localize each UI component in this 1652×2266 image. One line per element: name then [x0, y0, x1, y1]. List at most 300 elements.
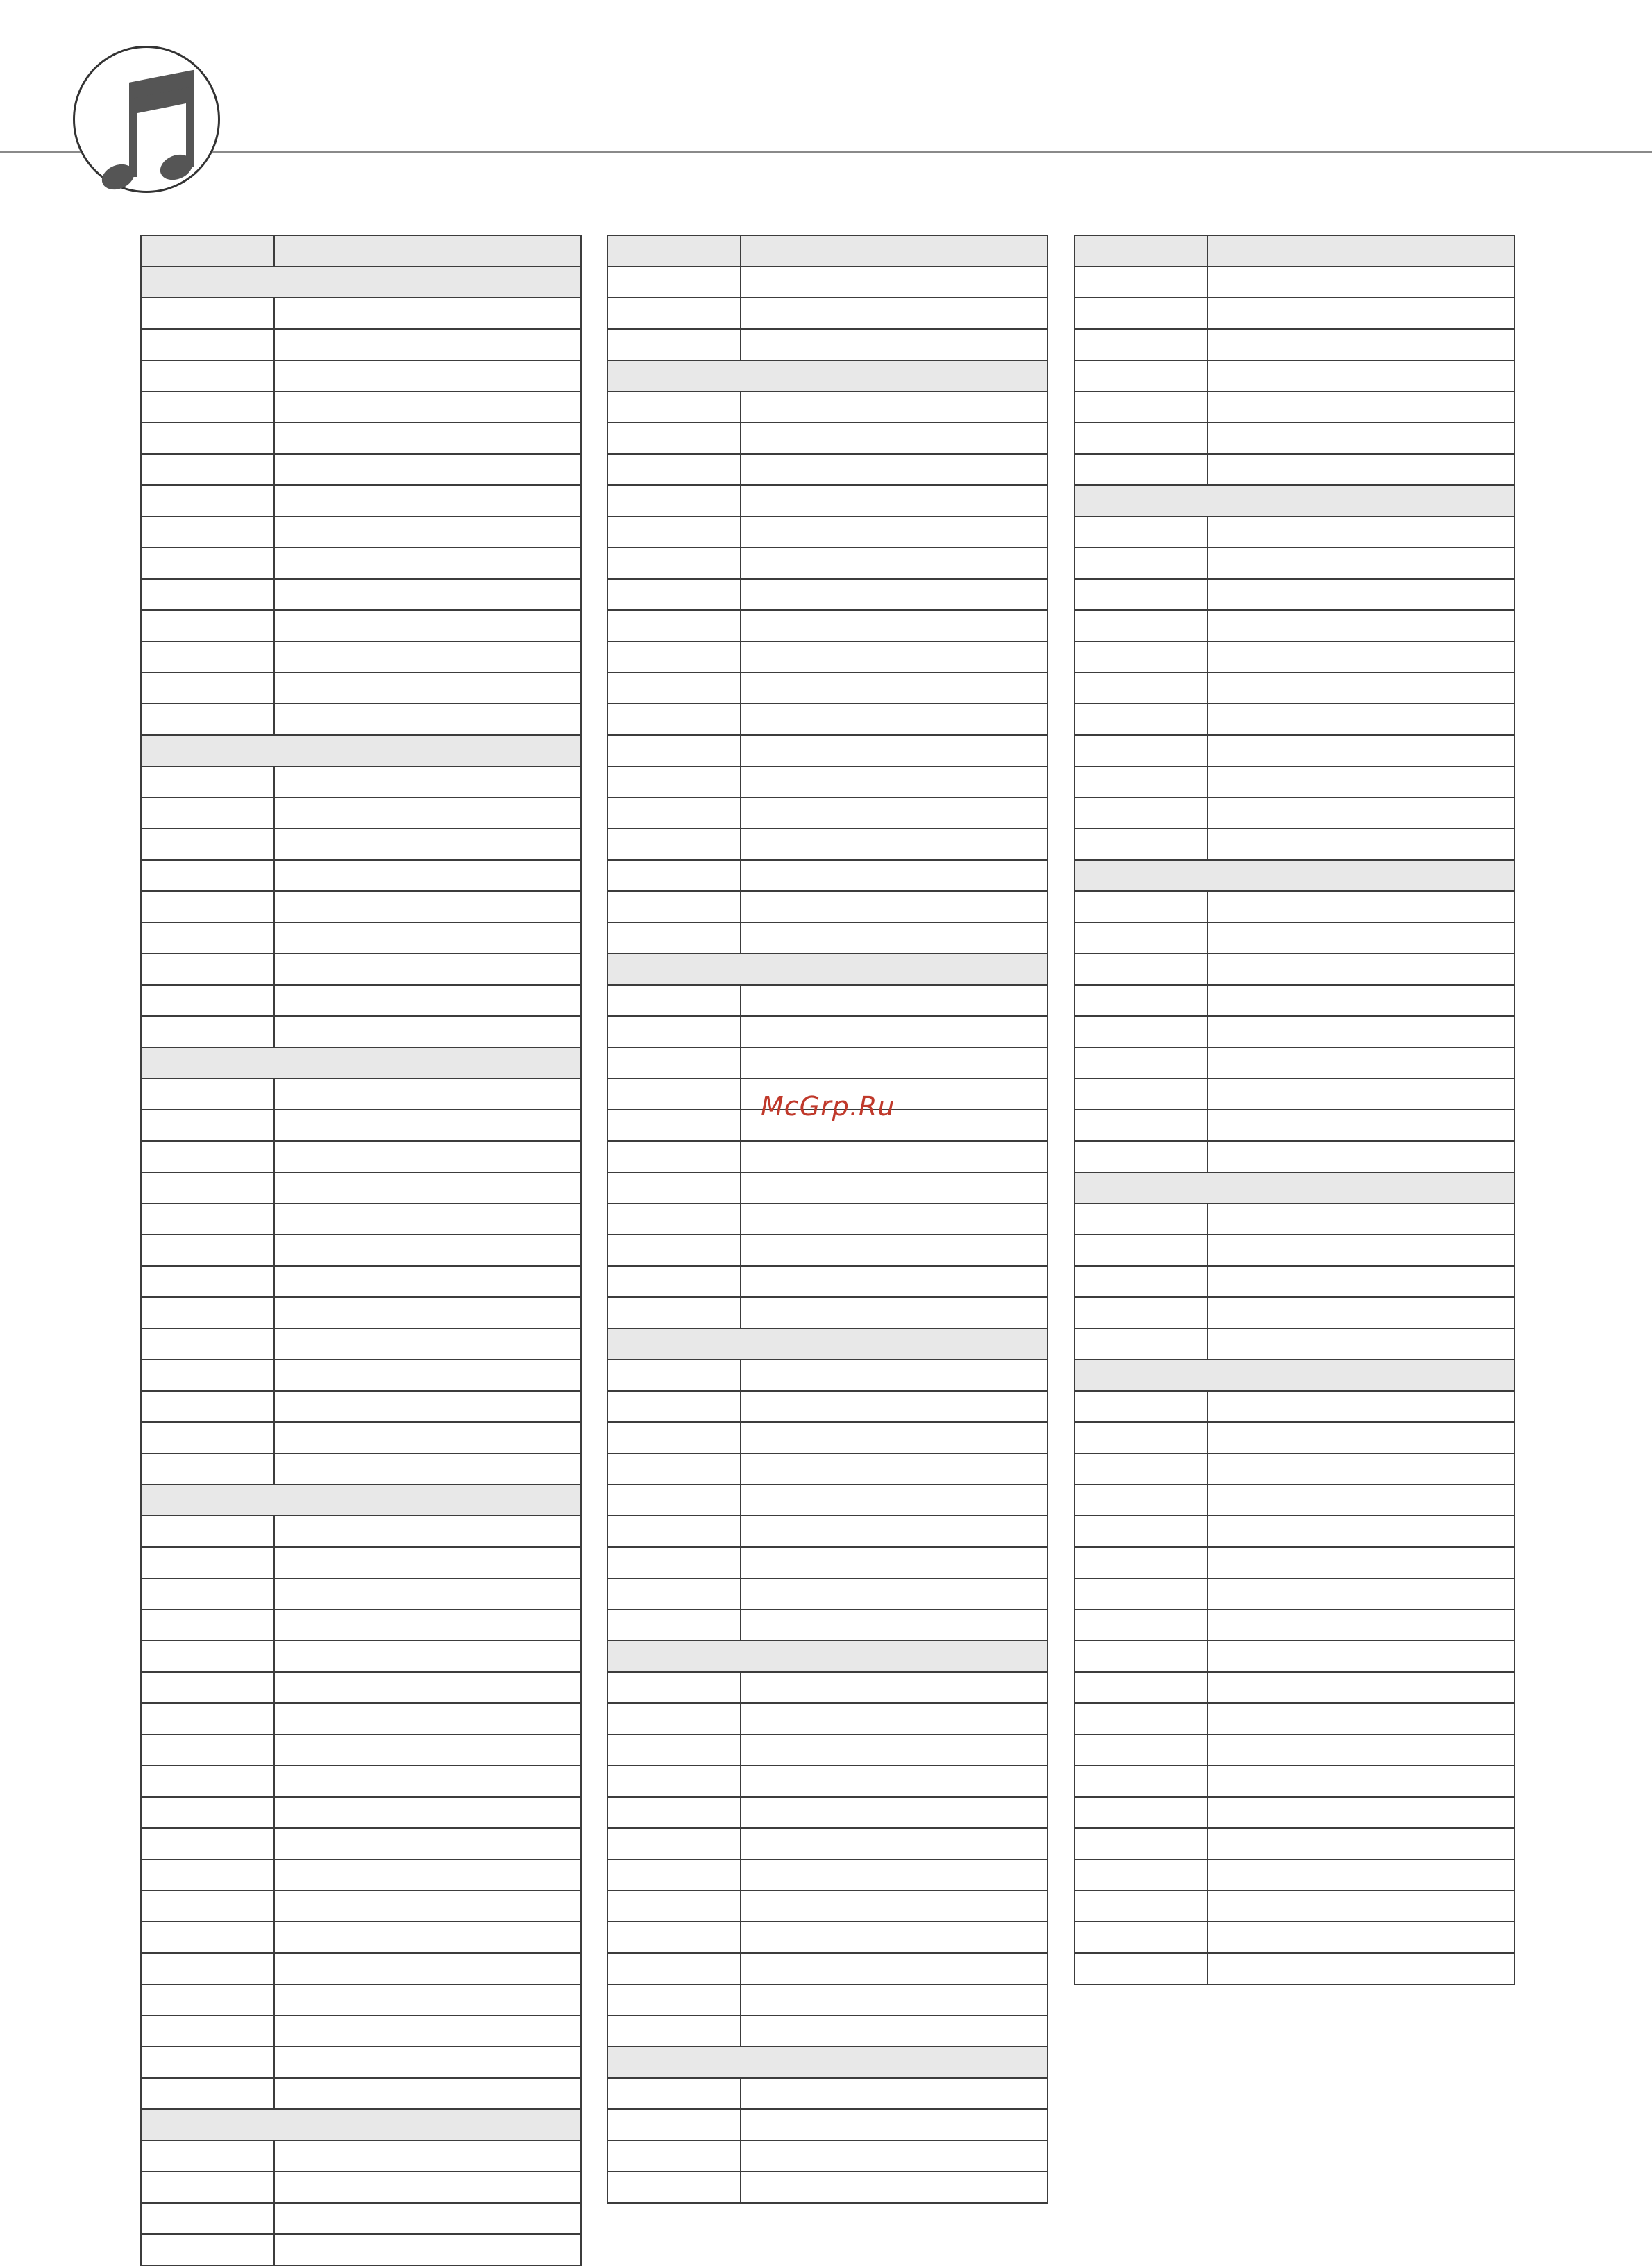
table-row	[1074, 954, 1515, 985]
cell-number	[141, 673, 274, 704]
cell-name	[741, 1016, 1047, 1047]
cell-name	[274, 1703, 581, 1734]
table-row	[141, 329, 581, 360]
cell-name	[741, 516, 1047, 548]
cell-name	[741, 1922, 1047, 1953]
cell-name	[274, 1297, 581, 1328]
cell-number	[607, 922, 741, 954]
cell-name	[274, 1016, 581, 1047]
section-header-cell	[607, 954, 1047, 985]
cell-number	[607, 2078, 741, 2109]
cell-name	[1208, 1391, 1515, 1422]
cell-name	[1208, 797, 1515, 829]
table-row	[141, 454, 581, 485]
cell-name	[741, 1609, 1047, 1641]
music-note-logo	[73, 46, 220, 193]
cell-number	[1074, 1079, 1208, 1110]
table-row	[141, 1235, 581, 1266]
table-row	[1074, 1079, 1515, 1110]
table-row	[607, 2140, 1047, 2172]
cell-name	[1208, 1859, 1515, 1891]
cell-name	[1208, 548, 1515, 579]
table-row	[141, 1203, 581, 1235]
cell-number	[141, 1391, 274, 1422]
cell-name	[274, 1453, 581, 1485]
cell-number	[607, 673, 741, 704]
cell-name	[1208, 1891, 1515, 1922]
cell-number	[141, 1235, 274, 1266]
cell-number	[607, 1297, 741, 1328]
cell-name	[274, 673, 581, 704]
cell-number	[1074, 423, 1208, 454]
cell-number	[141, 1672, 274, 1703]
cell-number	[1074, 922, 1208, 954]
section-header-row	[141, 267, 581, 298]
table-row	[1074, 1110, 1515, 1141]
table-row	[141, 548, 581, 579]
cell-name	[274, 1672, 581, 1703]
table-row	[607, 610, 1047, 641]
cell-number	[607, 766, 741, 797]
cell-number	[1074, 516, 1208, 548]
table-row	[607, 1922, 1047, 1953]
cell-name	[1208, 1609, 1515, 1641]
cell-name	[741, 1984, 1047, 2015]
cell-number	[1074, 1391, 1208, 1422]
cell-number	[141, 1703, 274, 1734]
cell-number	[141, 2172, 274, 2203]
table-row	[607, 704, 1047, 735]
section-header-row	[141, 1047, 581, 1079]
table-row	[607, 454, 1047, 485]
cell-number	[607, 391, 741, 423]
cell-number	[607, 610, 741, 641]
cell-name	[1208, 1141, 1515, 1172]
cell-number	[607, 641, 741, 673]
table-row	[141, 1079, 581, 1110]
table-row	[141, 298, 581, 329]
table-row	[1074, 298, 1515, 329]
table-row	[141, 2015, 581, 2047]
cell-name	[741, 1360, 1047, 1391]
section-header-cell	[141, 735, 581, 766]
section-header-cell	[607, 2047, 1047, 2078]
cell-name	[1208, 516, 1515, 548]
cell-name	[274, 1422, 581, 1453]
cell-number	[1074, 360, 1208, 391]
cell-number	[1074, 891, 1208, 922]
cell-name	[274, 1328, 581, 1360]
table-row	[607, 641, 1047, 673]
cell-number	[607, 1516, 741, 1547]
cell-name	[741, 891, 1047, 922]
table-row	[141, 1016, 581, 1047]
table-row	[607, 1766, 1047, 1797]
cell-number	[607, 1266, 741, 1297]
cell-number	[141, 2047, 274, 2078]
cell-number	[141, 1609, 274, 1641]
cell-number	[141, 298, 274, 329]
cell-name	[1208, 391, 1515, 423]
cell-number	[607, 1703, 741, 1734]
cell-number	[141, 579, 274, 610]
cell-number	[607, 1203, 741, 1235]
header-cell-name	[1208, 235, 1515, 267]
cell-name	[741, 1172, 1047, 1203]
header-cell-name	[274, 235, 581, 267]
cell-name	[741, 1203, 1047, 1235]
table-row	[141, 485, 581, 516]
cell-name	[741, 1672, 1047, 1703]
table-row	[141, 829, 581, 860]
table-row	[607, 1422, 1047, 1453]
cell-number	[607, 860, 741, 891]
table-row	[1074, 1578, 1515, 1609]
cell-number	[1074, 1797, 1208, 1828]
cell-number	[1074, 298, 1208, 329]
cell-number	[1074, 1766, 1208, 1797]
table-row	[607, 1797, 1047, 1828]
cell-name	[741, 1828, 1047, 1859]
cell-name	[741, 860, 1047, 891]
cell-name	[274, 360, 581, 391]
cell-name	[741, 423, 1047, 454]
cell-name	[1208, 1828, 1515, 1859]
table-row	[1074, 1016, 1515, 1047]
cell-number	[1074, 391, 1208, 423]
table-row	[141, 360, 581, 391]
table-row	[607, 1703, 1047, 1734]
table-row	[607, 2078, 1047, 2109]
cell-number	[1074, 985, 1208, 1016]
cell-name	[741, 1047, 1047, 1079]
cell-number	[141, 797, 274, 829]
table-row	[141, 391, 581, 423]
section-header-cell	[607, 1641, 1047, 1672]
cell-number	[1074, 1922, 1208, 1953]
section-header-cell	[1074, 1360, 1515, 1391]
table-row	[1074, 1235, 1515, 1266]
cell-name	[1208, 922, 1515, 954]
table-row	[1074, 704, 1515, 735]
cell-name	[741, 1141, 1047, 1172]
cell-name	[1208, 1578, 1515, 1609]
table-row	[607, 548, 1047, 579]
section-header-row	[141, 735, 581, 766]
cell-name	[741, 1297, 1047, 1328]
cell-number	[141, 922, 274, 954]
cell-name	[741, 704, 1047, 735]
table-column-3	[1074, 235, 1515, 1985]
table-row	[141, 1578, 581, 1609]
cell-name	[1208, 360, 1515, 391]
cell-number	[1074, 1453, 1208, 1485]
cell-number	[141, 610, 274, 641]
table-row	[141, 1110, 581, 1141]
cell-name	[741, 1453, 1047, 1485]
table-row	[1074, 1672, 1515, 1703]
cell-name	[274, 922, 581, 954]
table-row	[1074, 1203, 1515, 1235]
cell-number	[1074, 329, 1208, 360]
table-row	[141, 1766, 581, 1797]
table-row	[607, 1516, 1047, 1547]
cell-number	[141, 641, 274, 673]
cell-name	[741, 641, 1047, 673]
cell-name	[1208, 1516, 1515, 1547]
cell-name	[1208, 1079, 1515, 1110]
cell-number	[607, 2172, 741, 2203]
cell-name	[274, 2078, 581, 2109]
table-row	[141, 704, 581, 735]
table-row	[607, 797, 1047, 829]
table-row	[607, 1485, 1047, 1516]
table-row	[1074, 1391, 1515, 1422]
cell-number	[1074, 766, 1208, 797]
table-row	[1074, 891, 1515, 922]
cell-number	[607, 891, 741, 922]
table-row	[1074, 641, 1515, 673]
table-row	[607, 1578, 1047, 1609]
table-row	[607, 1891, 1047, 1922]
header-rule	[0, 151, 1652, 153]
cell-name	[741, 2172, 1047, 2203]
cell-name	[1208, 1297, 1515, 1328]
cell-number	[141, 1797, 274, 1828]
cell-number	[141, 1141, 274, 1172]
cell-name	[274, 1891, 581, 1922]
table-row	[141, 1422, 581, 1453]
cell-name	[274, 1609, 581, 1641]
table-row	[1074, 267, 1515, 298]
table-row	[607, 516, 1047, 548]
table-row	[1074, 548, 1515, 579]
table-row	[607, 1953, 1047, 1984]
section-header-row	[607, 1328, 1047, 1360]
cell-name	[741, 735, 1047, 766]
cell-number	[141, 1422, 274, 1453]
section-header-row	[607, 954, 1047, 985]
cell-name	[1208, 1266, 1515, 1297]
cell-name	[741, 1734, 1047, 1766]
cell-name	[741, 610, 1047, 641]
table-row	[607, 1047, 1047, 1079]
cell-name	[1208, 985, 1515, 1016]
table-row	[141, 1609, 581, 1641]
table-row	[1074, 454, 1515, 485]
header-cell-number	[1074, 235, 1208, 267]
table-row	[1074, 1828, 1515, 1859]
cell-number	[607, 1672, 741, 1703]
cell-name	[274, 1984, 581, 2015]
table-row	[141, 1891, 581, 1922]
section-header-row	[607, 2047, 1047, 2078]
cell-number	[141, 1766, 274, 1797]
cell-number	[1074, 1266, 1208, 1297]
cell-name	[274, 1360, 581, 1391]
cell-name	[274, 1110, 581, 1141]
cell-name	[741, 766, 1047, 797]
cell-number	[1074, 548, 1208, 579]
cell-number	[607, 1422, 741, 1453]
cell-number	[141, 1328, 274, 1360]
table-row	[607, 1609, 1047, 1641]
cell-number	[607, 1609, 741, 1641]
cell-number	[1074, 735, 1208, 766]
table-row	[141, 1922, 581, 1953]
cell-name	[274, 454, 581, 485]
cell-name	[1208, 1485, 1515, 1516]
cell-number	[607, 423, 741, 454]
cell-name	[741, 1422, 1047, 1453]
cell-number	[1074, 267, 1208, 298]
cell-name	[274, 1734, 581, 1766]
table-row	[141, 1859, 581, 1891]
cell-number	[607, 1172, 741, 1203]
table-row	[1074, 1047, 1515, 1079]
cell-number	[141, 1079, 274, 1110]
cell-number	[141, 1547, 274, 1578]
table-row	[141, 1516, 581, 1547]
table-row	[141, 1984, 581, 2015]
cell-name	[274, 1516, 581, 1547]
table-row	[141, 673, 581, 704]
cell-number	[1074, 641, 1208, 673]
section-header-cell	[141, 1047, 581, 1079]
table-row	[1074, 1859, 1515, 1891]
table-row	[1074, 329, 1515, 360]
cell-number	[1074, 1422, 1208, 1453]
table-row	[141, 1360, 581, 1391]
cell-number	[1074, 1047, 1208, 1079]
table-row	[1074, 1266, 1515, 1297]
table-row	[141, 2140, 581, 2172]
cell-name	[274, 1828, 581, 1859]
table-row	[1074, 829, 1515, 860]
cell-number	[607, 1235, 741, 1266]
cell-number	[1074, 1703, 1208, 1734]
cell-number	[1074, 1110, 1208, 1141]
cell-number	[141, 391, 274, 423]
cell-name	[1208, 1016, 1515, 1047]
cell-name	[741, 1859, 1047, 1891]
table-row	[141, 954, 581, 985]
cell-number	[607, 548, 741, 579]
cell-number	[141, 891, 274, 922]
table-row	[141, 1828, 581, 1859]
table-row	[141, 1328, 581, 1360]
cell-number	[141, 1297, 274, 1328]
cell-name	[741, 2109, 1047, 2140]
table-row	[607, 829, 1047, 860]
cell-number	[607, 267, 741, 298]
table-row	[1074, 1422, 1515, 1453]
cell-number	[141, 1516, 274, 1547]
table-row	[141, 860, 581, 891]
cell-name	[274, 1266, 581, 1297]
table-row	[141, 1953, 581, 1984]
table-row	[141, 766, 581, 797]
cell-name	[1208, 954, 1515, 985]
table-row	[607, 1984, 1047, 2015]
cell-number	[141, 1203, 274, 1235]
cell-name	[274, 860, 581, 891]
table-row	[607, 1016, 1047, 1047]
cell-name	[1208, 423, 1515, 454]
table-row	[141, 797, 581, 829]
cell-number	[607, 1079, 741, 1110]
cell-name	[741, 1953, 1047, 1984]
music-note-icon	[75, 48, 222, 195]
table-row	[141, 1453, 581, 1485]
cell-name	[1208, 1922, 1515, 1953]
header-cell-number	[607, 235, 741, 267]
cell-number	[141, 954, 274, 985]
cell-name	[741, 1547, 1047, 1578]
section-header-cell	[141, 267, 581, 298]
cell-number	[141, 2203, 274, 2234]
table-row	[607, 1547, 1047, 1578]
cell-number	[607, 329, 741, 360]
cell-number	[141, 2015, 274, 2047]
cell-name	[274, 704, 581, 735]
table-row	[1074, 922, 1515, 954]
cell-name	[274, 423, 581, 454]
cell-number	[1074, 1516, 1208, 1547]
cell-number	[607, 2109, 741, 2140]
cell-name	[274, 1797, 581, 1828]
table-row	[1074, 1703, 1515, 1734]
cell-name	[274, 1578, 581, 1609]
table-row	[1074, 766, 1515, 797]
table-row	[1074, 610, 1515, 641]
table-row	[607, 891, 1047, 922]
cell-number	[1074, 454, 1208, 485]
cell-name	[274, 1172, 581, 1203]
cell-number	[607, 1016, 741, 1047]
cell-number	[607, 1578, 741, 1609]
section-header-row	[1074, 1360, 1515, 1391]
table-row	[141, 2172, 581, 2203]
table-header-row	[607, 235, 1047, 267]
cell-name	[1208, 329, 1515, 360]
cell-name	[1208, 1047, 1515, 1079]
table-row	[1074, 1485, 1515, 1516]
section-header-cell	[1074, 860, 1515, 891]
table-row	[1074, 391, 1515, 423]
table-row	[141, 1641, 581, 1672]
cell-name	[1208, 579, 1515, 610]
table-row	[1074, 516, 1515, 548]
cell-number	[1074, 1547, 1208, 1578]
cell-number	[607, 735, 741, 766]
cell-name	[741, 267, 1047, 298]
cell-name	[741, 1516, 1047, 1547]
table-header-row	[141, 235, 581, 267]
cell-name	[274, 2047, 581, 2078]
cell-name	[741, 797, 1047, 829]
cell-name	[274, 2203, 581, 2234]
table-row	[141, 1266, 581, 1297]
section-header-cell	[141, 2109, 581, 2140]
cell-number	[141, 1828, 274, 1859]
cell-number	[607, 1391, 741, 1422]
cell-number	[607, 579, 741, 610]
cell-number	[1074, 1235, 1208, 1266]
cell-name	[1208, 1672, 1515, 1703]
cell-name	[741, 2015, 1047, 2047]
section-header-cell	[1074, 1172, 1515, 1203]
